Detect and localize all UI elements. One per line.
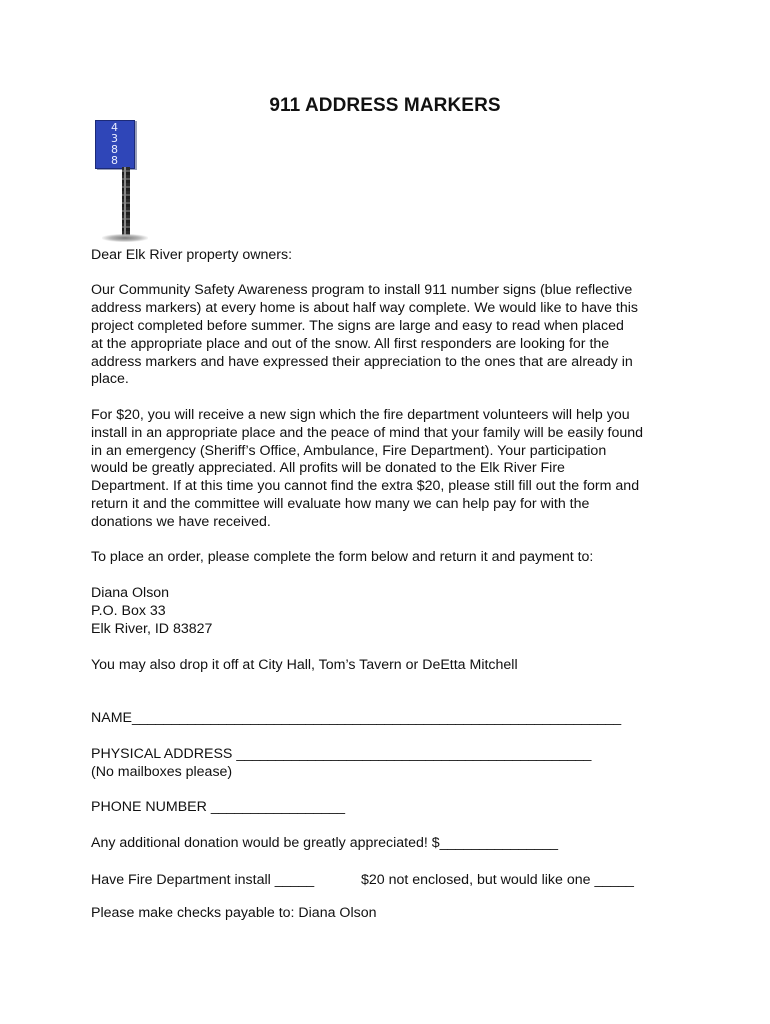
paragraph-line: at the appropriate place and out of the snow. All first responders are looking for the — [91, 336, 610, 352]
install-field[interactable]: Have Fire Department install _____ — [91, 872, 315, 888]
paragraph-line: would be greatly appreciated. All profits will be donated to the Elk River Fire — [91, 460, 565, 476]
phone-number-field[interactable]: PHONE NUMBER _________________ — [91, 799, 345, 815]
sign-ground-shadow — [102, 234, 148, 242]
paragraph-line: address markers) at every home is about half way complete. We would like to have this — [91, 300, 638, 316]
paragraph-line: in an emergency (Sheriff’s Office, Ambulance, Fire Department). Your participation — [91, 443, 607, 459]
paragraph-line: donations we have received. — [91, 514, 271, 530]
paragraph-line: Our Community Safety Awareness program to install 911 number signs (blue reflective — [91, 282, 633, 298]
address-line: Elk River, ID 83827 — [91, 621, 213, 637]
paragraph-line: address markers and have expressed their appreciation to the ones that are already in — [91, 354, 633, 370]
sign-digit: 4 — [111, 121, 119, 134]
donation-field[interactable]: Any additional donation would be greatly appreciated! $_______________ — [91, 835, 558, 851]
sign-digit: 8 — [111, 143, 119, 156]
paragraph-line: place. — [91, 371, 129, 387]
greeting: Dear Elk River property owners: — [91, 247, 293, 263]
paragraph-line: For $20, you will receive a new sign which the fire department volunteers will help you — [91, 407, 630, 423]
paragraph-line: Department. If at this time you cannot find the extra $20, please still fill out the form and — [91, 478, 640, 494]
paragraph-line: return it and the committee will evaluate how many we can help pay for with the — [91, 496, 590, 512]
order-instruction: To place an order, please complete the form below and return it and payment to: — [91, 549, 594, 565]
sign-post-highlight — [124, 167, 126, 239]
address-line: P.O. Box 33 — [91, 603, 166, 619]
sign-panel — [95, 120, 135, 169]
paragraph-line: install in an appropriate place and the peace of mind that your family will be easily found — [91, 425, 644, 441]
address-marker-sign-image — [88, 115, 148, 250]
not-enclosed-field[interactable]: $20 not enclosed, but would like one _____ — [361, 872, 634, 888]
page-title: 911 ADDRESS MARKERS — [269, 95, 501, 116]
no-mailboxes-note: (No mailboxes please) — [91, 764, 233, 780]
sign-digit: 3 — [111, 132, 119, 145]
physical-address-field[interactable]: PHYSICAL ADDRESS _____________________________________________ — [91, 746, 592, 762]
sign-digit: 8 — [111, 154, 119, 167]
checks-payable-note: Please make checks payable to: Diana Olson — [91, 905, 377, 921]
paragraph-line: project completed before summer. The signs are large and easy to read when placed — [91, 318, 624, 334]
dropoff-note: You may also drop it off at City Hall, Tom’s Tavern or DeEtta Mitchell — [91, 657, 518, 673]
name-field[interactable]: NAME______________________________________________________________ — [91, 710, 622, 726]
address-line: Diana Olson — [91, 585, 170, 601]
